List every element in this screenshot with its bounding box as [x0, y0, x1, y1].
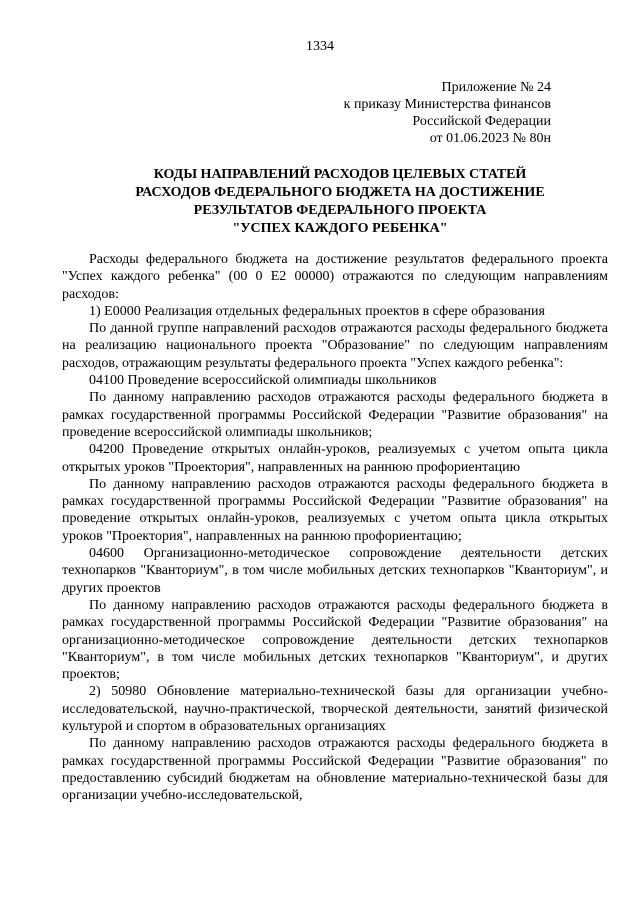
- code-04600-description: По данному направлению расходов отражаются расходы федерального бюджета в рамках государственной программы Российской Федерации "Развитие образования" на организационно-методическое сопровождение деятельности детских технопарков "Кванториум", в том числе мобильных детских технопарков "Кванториум", и других проектов;: [62, 597, 608, 683]
- appendix-reference: [344, 79, 551, 147]
- section-1-heading: 1) Е0000 Реализация отдельных федеральных проектов в сфере образования: [89, 303, 545, 319]
- intro-paragraph: Расходы федерального бюджета на достижение результатов федерального проекта "Успех каждого ребенка" (00 0 Е2 00000) отражаются по следующим направлениям расходов:: [62, 252, 608, 302]
- title-line: "УСПЕХ КАЖДОГО РЕБЕНКА": [232, 221, 448, 236]
- appendix-line: Приложение № 24: [441, 80, 551, 95]
- page-number: 1334: [306, 39, 334, 54]
- document-title: [0, 166, 640, 238]
- code-04100-description: По данному направлению расходов отражаются расходы федерального бюджета в рамках государственной программы Российской Федерации "Развитие образования" на проведение всероссийской олимпиады школьников;: [62, 390, 608, 440]
- title-line: РАСХОДОВ ФЕДЕРАЛЬНОГО БЮДЖЕТА НА ДОСТИЖЕНИЕ: [135, 185, 545, 200]
- section-2-heading: 2) 50980 Обновление материально-технической базы для организации учебно-исследовательской, научно-практической, творческой деятельности, занятий физической культурой и спортом в образовательных организациях: [62, 684, 608, 735]
- appendix-line: от 01.06.2023 № 80н: [429, 131, 551, 146]
- code-04200-heading: 04200 Проведение открытых онлайн-уроков, реализуемых с учетом опыта цикла открытых уроков "Проектория", направленных на раннюю профориентацию: [62, 442, 608, 475]
- appendix-line: к приказу Министерства финансов: [343, 97, 551, 112]
- code-04100-heading: 04100 Проведение всероссийской олимпиады школьников: [89, 373, 437, 389]
- code-04600-heading: 04600 Организационно-методическое сопровождение деятельности детских технопарков "Кванториум", в том числе мобильных детских технопарков "Кванториум", и других проектов: [62, 546, 608, 596]
- section-2-description: По данному направлению расходов отражаются расходы федерального бюджета в рамках государственной программы Российской Федерации "Развитие образования" по предоставлению субсидий бюджетам на обновление материально-технической базы для организации учебно-исследовательской,: [62, 736, 608, 804]
- document-body: [62, 251, 608, 805]
- appendix-line: Российской Федерации: [412, 114, 551, 129]
- title-line: КОДЫ НАПРАВЛЕНИЙ РАСХОДОВ ЦЕЛЕВЫХ СТАТЕЙ: [153, 167, 527, 182]
- section-1-description: По данной группе направлений расходов отражаются расходы федерального бюджета на реализацию национального проекта "Образование" по следующим направлениям расходов, отражающим результаты федерального проекта "Успех каждого ребенка":: [62, 321, 608, 371]
- title-line: РЕЗУЛЬТАТОВ ФЕДЕРАЛЬНОГО ПРОЕКТА: [193, 203, 487, 218]
- code-04200-description: По данному направлению расходов отражаются расходы федерального бюджета в рамках государственной программы Российской Федерации "Развитие образования" на проведение открытых онлайн-уроков, реализуемых с учетом опыта цикла открытых уроков "Проектория", направленных на раннюю профориентацию;: [62, 476, 608, 544]
